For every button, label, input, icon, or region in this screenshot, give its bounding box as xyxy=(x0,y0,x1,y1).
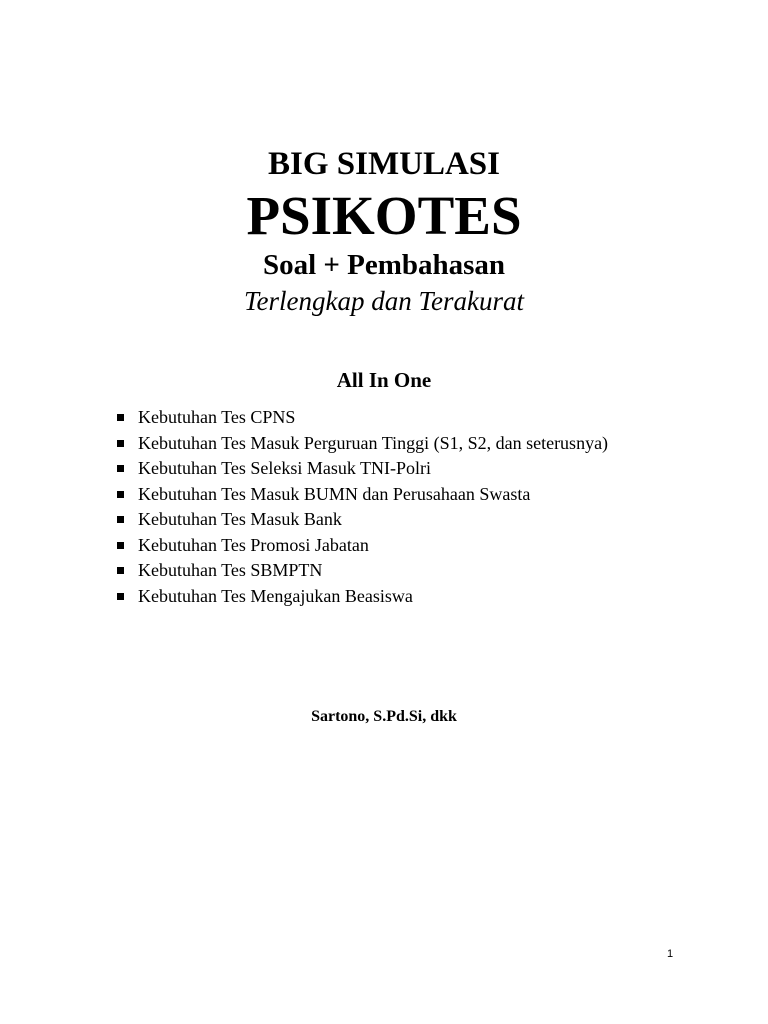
square-bullet-icon xyxy=(117,593,124,600)
square-bullet-icon xyxy=(117,414,124,421)
title-block xyxy=(0,143,768,319)
list-item-text: Kebutuhan Tes Masuk Bank xyxy=(138,509,342,529)
list-item xyxy=(116,482,674,508)
title-line-1: BIG SIMULASI xyxy=(268,146,500,182)
list-item-text: Kebutuhan Tes Masuk BUMN dan Perusahaan Swasta xyxy=(138,483,531,504)
list-item-text: Kebutuhan Tes Masuk Perguruan Tinggi (S1, S2, dan seterusnya) xyxy=(138,432,609,453)
square-bullet-icon xyxy=(117,440,124,447)
list-item-text: Kebutuhan Tes CPNS xyxy=(138,407,296,427)
square-bullet-icon xyxy=(117,542,124,549)
square-bullet-icon xyxy=(117,491,124,498)
list-item xyxy=(116,507,674,533)
author: Sartono, S.Pd.Si, dkk xyxy=(311,708,457,725)
list-item xyxy=(116,533,674,559)
title-line-2: PSIKOTES xyxy=(246,185,522,246)
list-item xyxy=(116,405,674,431)
list-item xyxy=(116,431,674,457)
square-bullet-icon xyxy=(117,516,124,523)
bullet-list xyxy=(116,405,674,609)
title-line-3: Soal + Pembahasan xyxy=(262,249,506,281)
square-bullet-icon xyxy=(117,567,124,574)
square-bullet-icon xyxy=(117,465,124,472)
title-line-4: Terlengkap dan Terakurat xyxy=(243,286,525,316)
list-item xyxy=(116,558,674,584)
list-item xyxy=(116,456,674,482)
list-item xyxy=(116,584,674,610)
list-item-text: Kebutuhan Tes Seleksi Masuk TNI-Polri xyxy=(138,458,432,478)
subheading: All In One xyxy=(336,368,432,392)
page-number: 1 xyxy=(666,948,674,960)
list-item-text: Kebutuhan Tes Promosi Jabatan xyxy=(138,534,369,555)
list-item-text: Kebutuhan Tes Mengajukan Beasiswa xyxy=(138,585,413,606)
list-item-text: Kebutuhan Tes SBMPTN xyxy=(138,560,323,580)
